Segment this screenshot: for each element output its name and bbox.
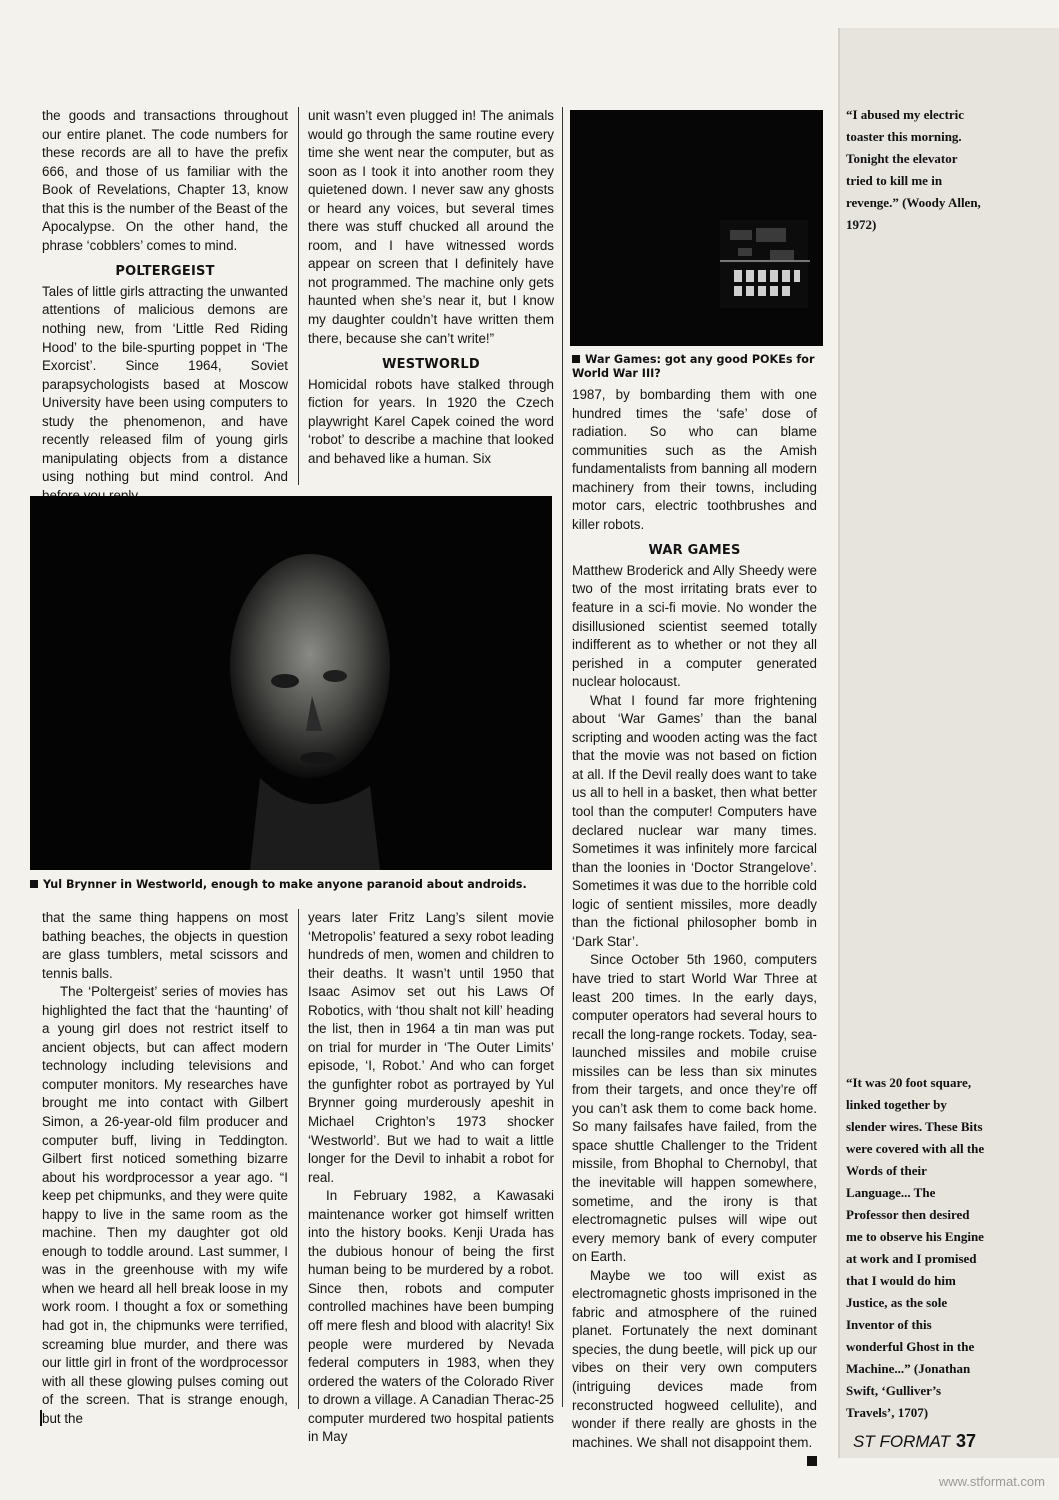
magazine-name: ST FORMAT (853, 1432, 950, 1451)
end-mark (807, 1456, 817, 1466)
heading-poltergeist: POLTERGEIST (115, 264, 215, 280)
westworld-photo (30, 496, 552, 870)
margin-mark (40, 1410, 42, 1426)
page-number: 37 (955, 1431, 976, 1451)
quote-woody-allen: “I abused my electric toaster this morning. Tonight the elevator tried to kill me in revenge.” (Woody Allen, 1972) (846, 107, 981, 232)
paragraph: years later Fritz Lang’s silent movie ‘Metropolis’ featured a sexy robot leading hundreds of men, women and children to their deaths. It wasn’t until 1950 that Isaac Asimov set out his Laws Of Robotics, with ‘thou shalt not kill’ heading the list, then in 1964 a tin man was put on trial for murder in ‘The Outer Limits’ episode, ‘I, Robot.’ And who can forget the gunfighter robot as portrayed by Yul Brynner going murderously apeshit in Michael Crighton’s 1973 shocker ‘Westworld’. But we had to wait a little longer for the Devil to inhabit a robot for real. (308, 910, 554, 1185)
quote-jonathan-swift: “It was 20 foot square, linked together by slender wires. These Bits were covered with all the Words of their Language... The Professor then desired me to observe his Engine at work and I promised that I would do him Justice, as the sole Inventor of this wonderful Ghost in the Machine...” (Jonathan Swift, ‘Gulliver’s Travels’, 1707) (846, 1075, 985, 1420)
column-1-bottom (42, 909, 288, 1428)
paragraph (572, 1267, 817, 1452)
page-edge-shadow (838, 28, 840, 1458)
column-rule (298, 909, 299, 1409)
column-rule (298, 107, 299, 485)
paragraph: unit wasn’t even plugged in! The animals would go through the same routine every time she went near the computer, but as soon as I took it into another room they quietened down. I never saw any ghosts or heard any voices, but several times there was stuff chucked all around the room, and I have witnessed words appear on screen that I definitely have not programmed. The machine only gets haunted when she’s near it, but I know my daughter couldn’t have written them there, because she can’t write!” (308, 108, 554, 346)
yul-brynner-image (30, 496, 552, 870)
paragraph: that the same thing happens on most bathing beaches, the objects in question are glass tumblers, metal scissors and tennis balls. (42, 910, 288, 981)
paragraph: Homicidal robots have stalked through fiction for years. In 1920 the Czech playwright Karel Capek coined the word ‘robot’ to describe a machine that looked and behaved like a human. Six (308, 376, 554, 466)
war-games-caption (572, 353, 826, 381)
paragraph: Matthew Broderick and Ally Sheedy were two of the most irritating brats ever to feature in a sci-fi movie. No wonder the disillusioned scientist seemed totally indifferent as to whether or not they all perished in a computer generated nuclear holocaust. (572, 562, 817, 690)
westworld-caption (30, 878, 570, 892)
heading-war-games: WAR GAMES (648, 543, 741, 559)
heading-westworld: WESTWORLD (382, 357, 480, 373)
paragraph: In February 1982, a Kawasaki maintenance worker got himself written into the history books. Kenji Urada has the dubious honour of being the first human being to be murdered by a robot. Since then, robots and computer controlled machines have been bumping off mere flesh and blood with alacrity! Six people were murdered by Nevada federal computers in 1983, when they ordered the waters of the Colorado River to drown a village. A Canadian Therac-25 computer murdered two hospital patients in May (308, 1188, 554, 1445)
column-3 (572, 386, 817, 1466)
paragraph-text: Maybe we too will exist as electromagnetic ghosts imprisoned in the fabric and atmosphere of the ruined planet. Fortunately the next dominant species, the dung beetle, will pick up our vibes on their very own computers (intriguing devices made from reconstructed hogweed cellulite), and wonder if there really are ghosts in the machines. We shall not disappoint them. (572, 1267, 817, 1450)
caption-text: Yul Brynner in Westworld, enough to make anyone paranoid about androids. (43, 878, 527, 891)
column-1-top (42, 107, 288, 505)
war-games-screen-image (570, 110, 823, 346)
page-footer (853, 1431, 976, 1452)
paragraph: Tales of little girls attracting the unwanted attentions of malicious demons are nothing new, from ‘Little Red Riding Hood’ to the bile-spurting poppet in ‘The Exorcist’. Since 1964, Soviet parapsychologists based at Moscow University have been using computers to study the phenomenon, and have recently released film of young girls manipulating objects from a distance using nothing but mind control. And (42, 283, 288, 485)
caption-text: War Games: got any good POKEs for World War III? (572, 353, 815, 380)
watermark: www.stformat.com (938, 1474, 1045, 1489)
column-2-top (308, 107, 554, 468)
column-rule (562, 107, 563, 1407)
caption-bullet (572, 355, 580, 363)
paragraph: 1987, by bombarding them with one hundred times the ‘safe’ dose of radiation. So who can blame communities such as the Amish fundamentalists from banning all modern machinery from their towns, including motor cars, electric toothbrushes and killer robots. (572, 387, 817, 532)
paragraph: What I found far more frightening about ‘War Games’ than the banal scripting and wooden acting was the fact that the movie was not based on fiction at all. If the Devil really does want to take us all to hell in a basket, then what better tool than the computer! Computers have declared nuclear war many times. Sometimes it was infinitely more farcical than the loonies in ‘Doctor Strangelove’. Sometimes it was due to the horrible cold logic of sentient missiles, more deadly than the fictional philosopher bomb in ‘Dark Star’. (572, 692, 817, 949)
war-games-photo (570, 110, 823, 346)
paragraph: Since October 5th 1960, computers have tried to start World War Three at least 200 times. In the early days, computer operators had several hours to recall the long-range rockets. Today, sea-launched missiles and mobile cruise missiles can be less than six minutes from their targets, and once they’re off you can’t ask them to come back home. So many failsafes have failed, from the space shuttle Challenger to the Trident missile, from Bhophal to Chernobyl, that the inevitable will happen somewhere, sometime, and the irony is that electromagnetic pulses will wipe out every memory bank of every computer on Earth. (572, 952, 817, 1265)
paragraph: The ‘Poltergeist’ series of movies has highlighted the fact that the ‘haunting’ of a young girl does not restrict itself to ancient objects, but can affect modern technology including televisions and computer monitors. My researches have brought me into contact with Gilbert Simon, a 26-year-old film producer and computer buff, living in Teddington. Gilbert first noticed something bizarre about his wordprocessor a year ago. “I keep pet chipmunks, and they were quite happy to live in the same room as the machine. Then my daughter got old enough to toddle around. Last summer, I was in the greenhouse with my wife when we heard all hell break loose in my work room. I thought a fox or something had got in, the chipmunks were terrified, screaming blue murder, and there was our little girl in front of the wordprocessor with all these glowing pulses coming out of the screen. That is strange enough, but the (42, 984, 288, 1426)
column-2-bottom (308, 909, 554, 1447)
caption-bullet (30, 880, 38, 888)
paragraph: the goods and transactions throughout our entire planet. The code numbers for these records are all to have the prefix 666, and those of us familiar with the Book of Revelations, Chapter 13, know that this is the number of the Beast of the Apocalypse. On the other hand, the phrase ‘cobblers’ comes to mind. (42, 108, 288, 253)
